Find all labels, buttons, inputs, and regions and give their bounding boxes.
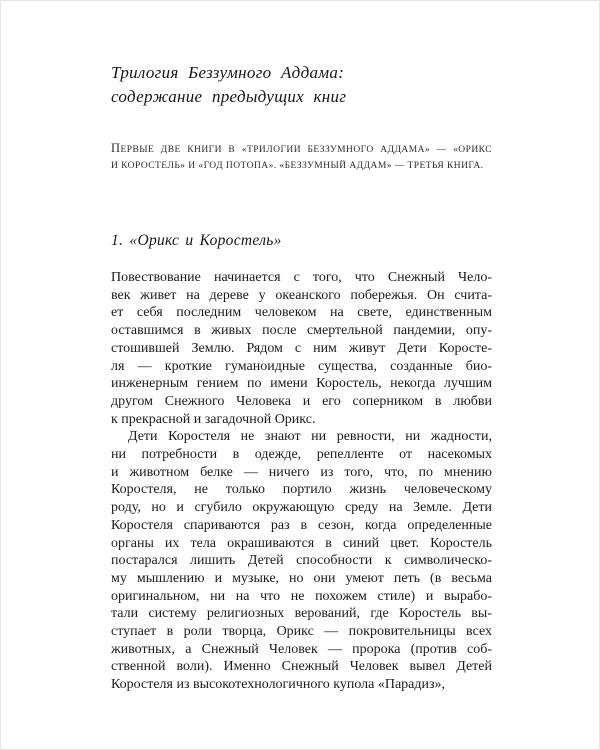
text-line: инженерным гением по имени Коростель, некогда лучшим xyxy=(111,376,492,392)
text-line: ет себя последним человеком на свете, единственным xyxy=(111,305,492,321)
text-line: оригинальном, ни на что не похожем стиле) и вырабо- xyxy=(111,588,492,604)
text-line: и животном белке — ничего из того, что, по мнению xyxy=(111,464,492,480)
text-line: животных, а Снежный Человек — пророка (против соб- xyxy=(111,641,492,657)
text-line: Повествование начинается с того, что Снежный Чело- xyxy=(111,270,492,285)
intro-note-line-2: И КОРОСТЕЛЬ» И «ГОД ПОТОПА». «БЕЗЗУМНЫЙ АДДАМ» — ТРЕТЬЯ КНИГА. xyxy=(111,161,484,171)
text-line: век живет на дереве у океанского побережья. Он счита- xyxy=(111,287,492,303)
text-line: тали систему религиозных верований, где Коростель вы- xyxy=(111,606,492,622)
text-line: органы их тела окрашиваются в синий цвет. Коростель xyxy=(111,535,492,551)
text-line: другом Снежного Человека и его соперником в любви xyxy=(111,393,492,409)
text-line: Коростеля, не только портило жизнь человеческому xyxy=(111,482,492,498)
page-title-line-2: содержание предыдущих книг xyxy=(111,87,347,106)
body-paragraphs xyxy=(111,269,492,694)
text-line: Коростеля спариваются раз в сезон, когда определенные xyxy=(111,517,492,533)
text-line: ственной воли). Именно Снежный Человек вывел Детей xyxy=(111,659,492,675)
text-line: ля — кроткие гуманоидные существа, созданные био- xyxy=(111,358,492,374)
text-line: Дети Коростеля не знают ни ревности, ни жадности, xyxy=(128,429,492,445)
page-title xyxy=(111,61,492,109)
section-heading: 1. «Орикс и Коростель» xyxy=(111,232,282,249)
paragraph-1 xyxy=(111,269,492,428)
text-line: оставшимся в живых после смертельной пандемии, опу- xyxy=(111,323,492,339)
intro-note-line-1: ПЕРВЫЕ ДВЕ КНИГИ В «ТРИЛОГИИ БЕЗЗУМНОГО АДДАМА» — «ОРИКС xyxy=(111,141,492,155)
text-line: к прекрасной и загадочной Орикс. xyxy=(111,411,316,427)
text-line: стошившей Землю. Рядом с ним живут Дети Коросте- xyxy=(111,340,492,356)
page-title-line-1: Трилогия Беззумного Аддама: xyxy=(111,63,345,82)
text-line: Коростеля из высокотехнологичного купола «Парадиз», xyxy=(111,677,446,693)
page-content xyxy=(111,61,492,694)
text-line: ни потребности в одежде, репелленте от насекомых xyxy=(111,447,492,463)
text-line: му мышлению и музыке, но они умеют петь (в весьма xyxy=(111,570,492,586)
intro-note xyxy=(111,140,492,174)
text-line: ступает в роли творца, Орикс — покровительницы всех xyxy=(111,624,492,640)
text-line: роду, но и сгубило окружающую среду на Земле. Дети xyxy=(111,500,492,516)
text-line: постарался лишить Детей способности к символическо- xyxy=(111,553,492,569)
paragraph-2 xyxy=(111,428,492,694)
